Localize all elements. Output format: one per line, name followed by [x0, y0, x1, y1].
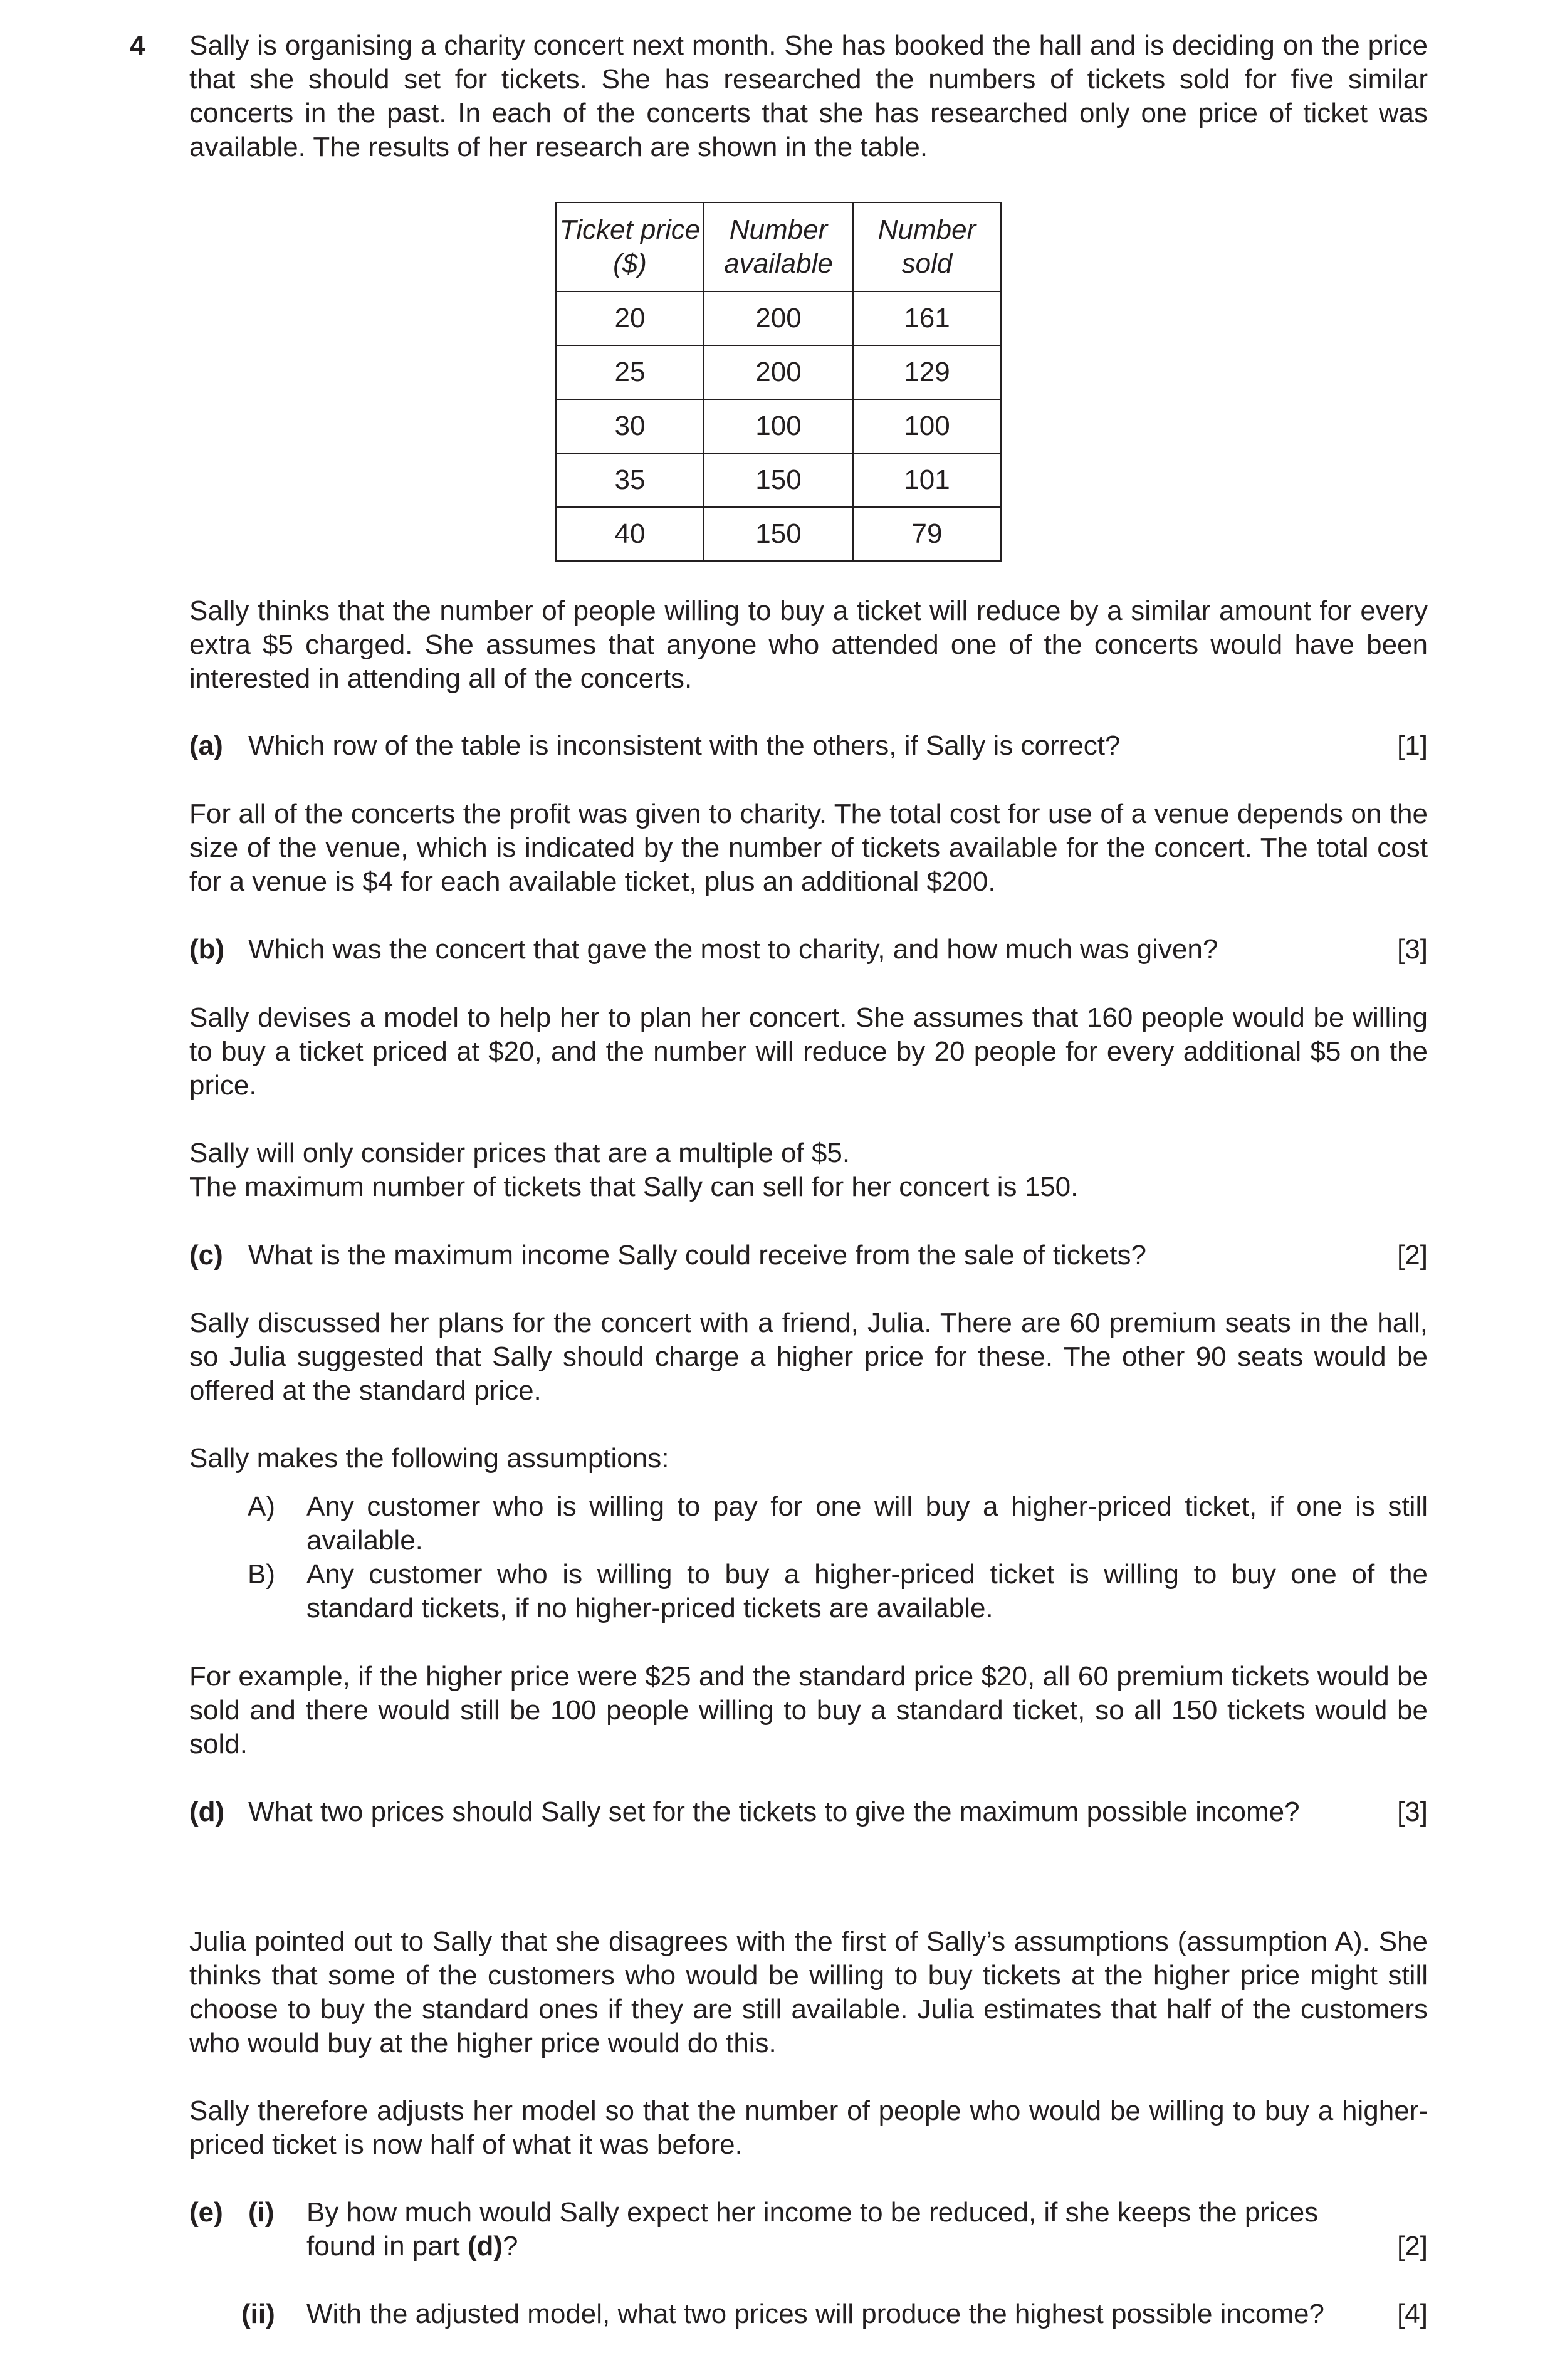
julia-paragraph: Sally discussed her plans for the concert with a friend, Julia. There are 60 premium seats in the hall, so Julia suggested that Sally should charge a higher price for these. The other 90 seats would be offered at the standard price.: [189, 1308, 1428, 1406]
table-row: [556, 345, 1001, 399]
part-b-label: (b): [189, 934, 225, 965]
table-cell: 129: [853, 345, 1001, 399]
table-cell: 150: [704, 453, 853, 507]
part-c-label: (c): [189, 1240, 223, 1271]
part-b-marks: [3]: [1397, 934, 1428, 965]
table-cell: 200: [704, 291, 853, 345]
table-cell: 30: [556, 399, 704, 453]
part-e-ii-label: (ii): [241, 2299, 275, 2329]
multiple-paragraph: [189, 1136, 1428, 1204]
part-c: [189, 1239, 1428, 1272]
part-e-ii: [241, 2297, 1428, 2331]
part-e-i: [189, 2196, 1428, 2263]
part-e-i-text-2c: ?: [503, 2231, 518, 2262]
assumption-b: [248, 1558, 1428, 1625]
header-ticket-price: Ticket price ($): [556, 202, 704, 291]
table-cell: 161: [853, 291, 1001, 345]
part-a-label: (a): [189, 730, 223, 761]
assumption-a-text: Any customer who is willing to pay for one will buy a higher-priced ticket, if one is still available.: [306, 1491, 1428, 1556]
table-cell: 25: [556, 345, 704, 399]
model-paragraph: Sally devises a model to help her to plan her concert. She assumes that 160 people would be willing to buy a ticket priced at $20, and the number will reduce by 20 people for every additional $5 on the price.: [189, 1002, 1428, 1101]
table-cell: 100: [704, 399, 853, 453]
table-row: [556, 399, 1001, 453]
part-d: [189, 1795, 1428, 1829]
part-e-i-label: (i): [248, 2197, 275, 2228]
table-cell: 79: [853, 507, 1001, 561]
part-a: [189, 729, 1428, 763]
part-e-i-line-2-text: [306, 2230, 518, 2263]
multiple-line-1: Sally will only consider prices that are a multiple of $5.: [189, 1138, 851, 1168]
part-e-i-line-2: [306, 2230, 1428, 2263]
part-e-i-line-1: By how much would Sally expect her income to be reduced, if she keeps the prices: [306, 2197, 1319, 2228]
part-e-i-ref: (d): [467, 2231, 503, 2262]
part-c-text: What is the maximum income Sally could receive from the sale of tickets?: [248, 1240, 1146, 1271]
part-d-text: What two prices should Sally set for the tickets to give the maximum possible income?: [248, 1796, 1300, 1827]
part-e-ii-marks: [4]: [1397, 2299, 1428, 2329]
part-d-marks: [3]: [1397, 1796, 1428, 1827]
header-number-sold: Number sold: [853, 202, 1001, 291]
sally-thinks-paragraph: Sally thinks that the number of people willing to buy a ticket will reduce by a similar amount for every extra $5 charged. She assumes that anyone who attended one of the concerts would have been interested in attending all of the concerts.: [189, 595, 1428, 694]
table-row: [556, 291, 1001, 345]
part-a-text: Which row of the table is inconsistent with the others, if Sally is correct?: [248, 730, 1121, 761]
table-cell: 20: [556, 291, 704, 345]
part-e-i-body: [306, 2196, 1428, 2263]
table-row: [556, 507, 1001, 561]
assumption-a: [248, 1490, 1428, 1558]
adjust-paragraph: Sally therefore adjusts her model so that the number of people who would be willing to buy a higher-priced ticket is now half of what it was before.: [189, 2095, 1428, 2160]
part-e-i-text-2a: found in part: [306, 2231, 468, 2262]
table-cell: 101: [853, 453, 1001, 507]
question-number: 4: [130, 30, 145, 61]
part-e-i-marks: [2]: [1397, 2231, 1428, 2262]
table-cell: 100: [853, 399, 1001, 453]
part-b: [189, 933, 1428, 967]
research-table: [555, 202, 1002, 562]
assumption-a-label: A): [248, 1491, 275, 1522]
assumptions-intro: Sally makes the following assumptions:: [189, 1443, 669, 1474]
part-d-label: (d): [189, 1796, 225, 1827]
header-number-available: Number available: [704, 202, 853, 291]
table-cell: 150: [704, 507, 853, 561]
intro-paragraph: Sally is organising a charity concert next month. She has booked the hall and is deciding on the price that she should set for tickets. She has researched the numbers of tickets sold for five similar concerts in the past. In each of the concerts that she has researched only one price of ticket was available. The results of her research are shown in the table.: [189, 30, 1428, 162]
multiple-line-2: The maximum number of tickets that Sally can sell for her concert is 150.: [189, 1172, 1079, 1202]
table-row: [556, 453, 1001, 507]
part-c-marks: [2]: [1397, 1240, 1428, 1271]
table-cell: 40: [556, 507, 704, 561]
table-cell: 200: [704, 345, 853, 399]
example-paragraph: For example, if the higher price were $25 and the standard price $20, all 60 premium tickets would be sold and there would still be 100 people willing to buy a standard ticket, so all 150 tickets would be sold.: [189, 1661, 1428, 1759]
part-e-label: (e): [189, 2197, 223, 2228]
part-a-marks: [1]: [1397, 730, 1428, 761]
part-b-text: Which was the concert that gave the most to charity, and how much was given?: [248, 934, 1218, 965]
assumption-b-label: B): [248, 1559, 275, 1590]
disagree-paragraph: Julia pointed out to Sally that she disagrees with the first of Sally’s assumptions (assumption A). She thinks that some of the customers who would be willing to buy tickets at the higher price might still choose to buy the standard ones if they are still available. Julia estimates that half of the customers who would buy at the higher price would do this.: [189, 1926, 1428, 2058]
table-cell: 35: [556, 453, 704, 507]
profit-paragraph: For all of the concerts the profit was given to charity. The total cost for use of a venue depends on the size of the venue, which is indicated by the number of tickets available for the concert. The total cost for a venue is $4 for each available ticket, plus an additional $200.: [189, 799, 1428, 897]
part-e-ii-text: With the adjusted model, what two prices will produce the highest possible income?: [306, 2299, 1324, 2329]
assumption-b-text: Any customer who is willing to buy a higher-priced ticket is willing to buy one of the standard tickets, if no higher-priced tickets are available.: [306, 1559, 1428, 1623]
table-header-row: [556, 202, 1001, 291]
